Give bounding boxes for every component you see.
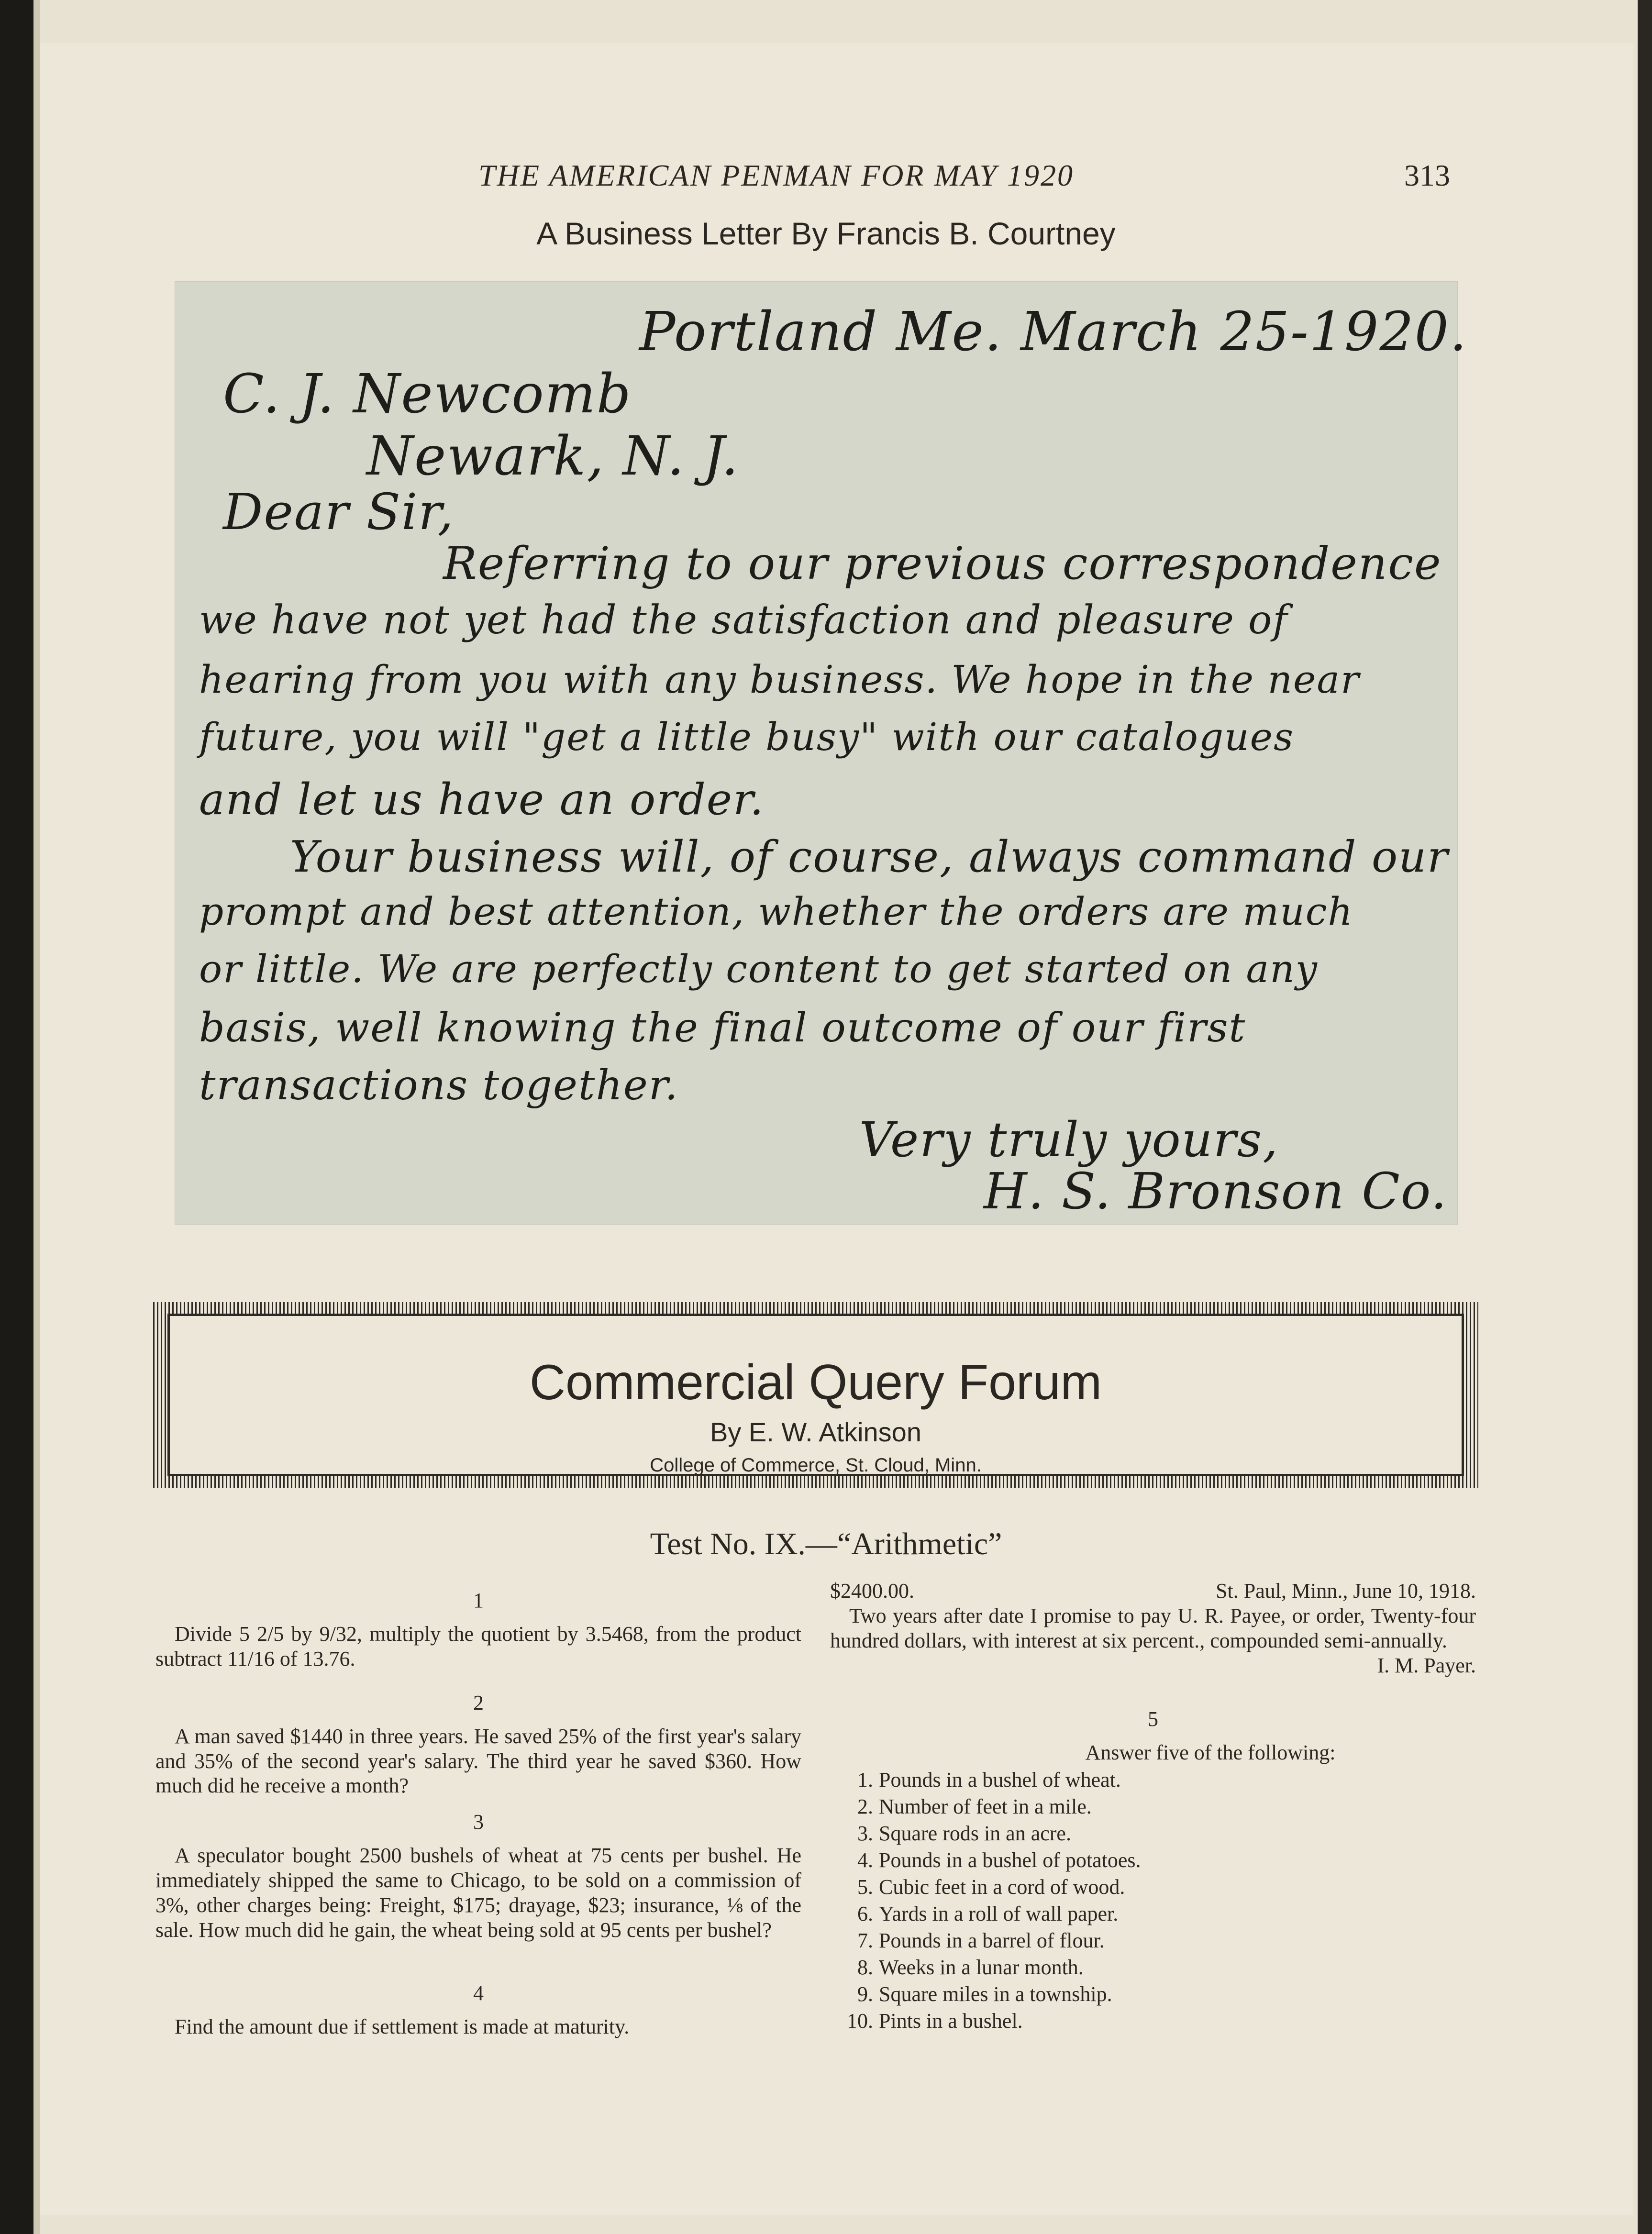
letter-line: basis, well knowing the final outcome of our first (199, 1004, 1246, 1051)
note-place-date: St. Paul, Minn., June 10, 1918. (1216, 1579, 1476, 1603)
right-column (830, 1579, 1476, 2035)
forum-byline: By E. W. Atkinson (710, 1417, 921, 1447)
note-signer: I. M. Payer. (1377, 1653, 1476, 1677)
binding-shadow (0, 0, 33, 2234)
forum-title: Commercial Query Forum (529, 1355, 1102, 1410)
note-body: Two years after date I promise to pay U. R. Payee, or order, Twenty-four hundred dollars, with interest at six percent., compounded semi-annually. (830, 1604, 1476, 1652)
question5-intro: Answer five of the following: (1085, 1740, 1336, 1764)
question-number: 1 (473, 1589, 484, 1612)
scan-border (1638, 0, 1652, 2234)
letter-closing: Very truly yours, (859, 1112, 1279, 1168)
forum-header-box (153, 1302, 1478, 1488)
handwritten-letter-panel (175, 281, 1468, 1225)
letter-line: hearing from you with any business. We hope in the near (199, 657, 1360, 702)
forum-header-inner (167, 1314, 1464, 1476)
letter-recipient-name: C. J. Newcomb (223, 363, 632, 425)
question-text: A man saved $1440 in three years. He saved 25% of the first year's salary and 35% of the second year's salary. The third year he saved $360. How much did he receive a month? (155, 1724, 801, 1798)
letter-line: prompt and best attention, whether the orders are much (199, 889, 1354, 934)
letter-date-line: Portland Me. March 25-1920. (639, 301, 1468, 363)
letter-line: future, you will "get a little busy" with our catalogues (199, 715, 1295, 759)
question-number: 2 (473, 1691, 484, 1714)
list-item: 1. Pounds in a bushel of wheat. (857, 1768, 1121, 1792)
list-item: 10. Pints in a bushel. (847, 2009, 1023, 2033)
left-column (155, 1588, 801, 2058)
letter-line: or little. We are perfectly content to get started on any (199, 947, 1318, 991)
page-number: 313 (1404, 158, 1450, 192)
running-head: THE AMERICAN PENMAN FOR MAY 1920 (478, 158, 1074, 192)
test-title: Test No. IX.—“Arithmetic” (650, 1526, 1002, 1561)
list-item: 5. Cubic feet in a cord of wood. (857, 1875, 1125, 1899)
question-text: Find the amount due if settlement is made at maturity. (175, 2014, 630, 2038)
list-item: 3. Square rods in an acre. (857, 1822, 1071, 1846)
question-number: 3 (473, 1810, 484, 1834)
facing-page-edge (33, 0, 40, 2234)
list-item: 9. Square miles in a township. (857, 1982, 1112, 2006)
letter-recipient-place: Newark, N. J. (366, 425, 740, 487)
list-item: 6. Yards in a roll of wall paper. (857, 1902, 1119, 1925)
letter-line: Your business will, of course, always command our (290, 832, 1449, 882)
letter-line: we have not yet had the satisfaction and pleasure of (199, 597, 1288, 643)
question-text: Divide 5 2/5 by 9/32, multiply the quotient by 3.5468, from the product subtract 11/16 of 13.76. (155, 1622, 801, 1670)
question5-list (830, 1768, 1476, 2033)
letter-signature: H. S. Bronson Co. (984, 1162, 1448, 1220)
question-number: 4 (473, 1981, 484, 2005)
question-number: 5 (1148, 1707, 1158, 1731)
note-amount: $2400.00. (830, 1579, 914, 1603)
letter-line: and let us have an order. (199, 774, 765, 825)
note-header (830, 1579, 1476, 1604)
list-item: 8. Weeks in a lunar month. (857, 1955, 1084, 1979)
list-item: 4. Pounds in a bushel of potatoes. (857, 1848, 1141, 1872)
article-title: A Business Letter By Francis B. Courtney (536, 216, 1116, 251)
letter-salutation: Dear Sir, (223, 483, 455, 541)
forum-affiliation: College of Commerce, St. Cloud, Minn. (650, 1455, 982, 1476)
list-item: 2. Number of feet in a mile. (857, 1795, 1092, 1819)
list-item: 7. Pounds in a barrel of flour. (857, 1928, 1105, 1952)
question-text: A speculator bought 2500 bushels of wheat at 75 cents per bushel. He immediately shipped the same to Chicago, to be sold on a commission of 3%, other charges being: Freight, $175; drayage, $23; insurance, ⅛ of the sale. How much did he gain, the wheat being sold at 95 cents per bushel? (155, 1844, 801, 1942)
letter-line: transactions together. (199, 1062, 679, 1109)
letter-line: Referring to our previous correspondence (443, 538, 1442, 590)
